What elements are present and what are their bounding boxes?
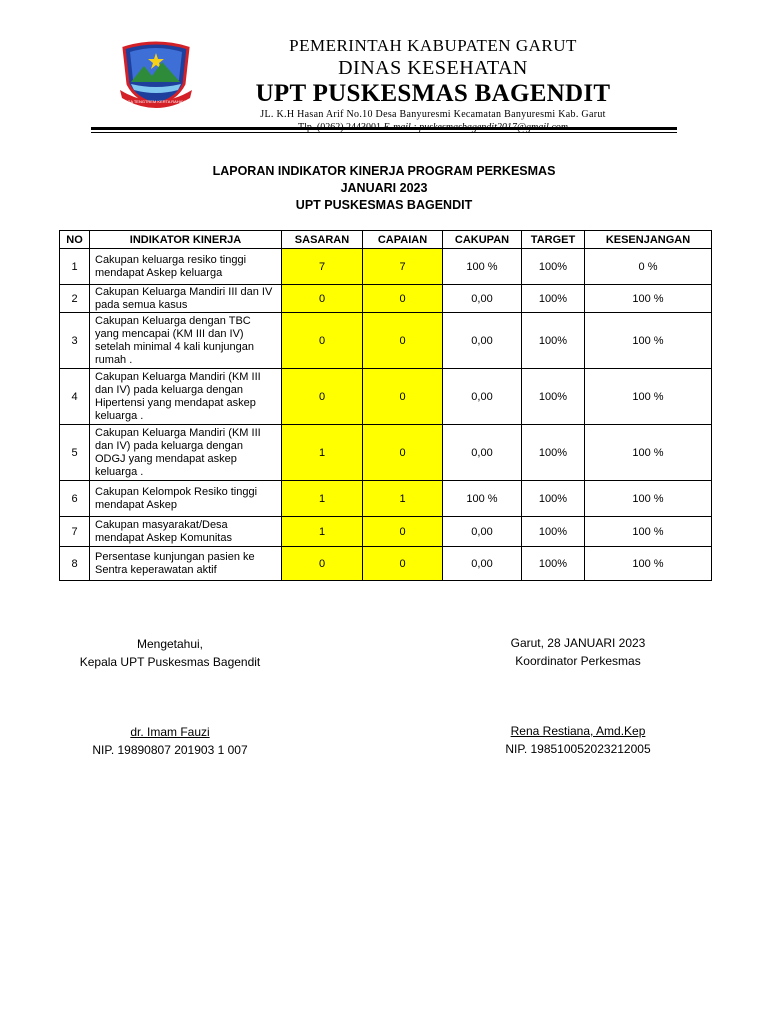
cell-indikator: Cakupan Keluarga Mandiri (KM III dan IV) pada keluarga dengan ODGJ yang mendapat askep keluarga . [90,425,282,481]
cell-sasaran: 0 [282,285,363,313]
letterhead-rule-thick [91,127,677,130]
sig-left-namebox [60,723,280,759]
letterhead [0,0,768,140]
table-row [60,369,712,425]
cell-sasaran: 1 [282,425,363,481]
report-unit: UPT PUSKESMAS BAGENDIT [295,198,473,212]
cell-kesenjangan: 100 % [585,285,712,313]
table-row [60,313,712,369]
sig-right-line1: Garut, 28 JANUARI 2023 [510,636,646,650]
cell-target: 100% [522,369,585,425]
header-indikator: INDIKATOR KINERJA [90,231,282,249]
cell-sasaran: 1 [282,481,363,517]
sig-right-line2: Koordinator Perkesmas [515,654,641,668]
cell-kesenjangan: 100 % [585,517,712,547]
sig-right-nip: NIP. 198510052023212005 [505,742,651,756]
header-no: NO [60,231,90,249]
letterhead-rule-thin [91,132,677,133]
signature-left [60,635,280,757]
table-row [60,547,712,581]
cell-cakupan: 0,00 [443,517,522,547]
cell-capaian: 0 [363,547,443,581]
cell-no: 8 [60,547,90,581]
government-name: PEMERINTAH KABUPATEN GARUT [289,36,577,55]
performance-table [59,230,712,581]
cell-kesenjangan: 100 % [585,425,712,481]
cell-sasaran: 0 [282,547,363,581]
header-kesenjangan: KESENJANGAN [585,231,712,249]
report-period: JANUARI 2023 [340,181,428,195]
cell-target: 100% [522,481,585,517]
cell-indikator: Persentase kunjungan pasien ke Sentra keperawatan aktif [90,547,282,581]
sig-left-nip: NIP. 19890807 201903 1 007 [92,743,248,757]
table-row [60,285,712,313]
sig-left-line1: Mengetahui, [136,637,204,651]
cell-indikator: Cakupan Keluarga dengan TBC yang mencapai (KM III dan IV) setelah minimal 4 kali kunjungan rumah . [90,313,282,369]
agency-name: DINAS KESEHATAN [338,57,528,79]
sig-left-line2: Kepala UPT Puskesmas Bagendit [79,655,261,669]
sig-left-name: dr. Imam Fauzi [130,725,210,739]
logo-motto: NGA TENGTREM KERTA RAHAYU [124,99,188,104]
address: JL. K.H Hasan Arif No.10 Desa Banyuresmi Kecamatan Banyuresmi Kab. Garut [260,109,606,120]
cell-capaian: 7 [363,249,443,285]
cell-target: 100% [522,313,585,369]
cell-capaian: 0 [363,425,443,481]
cell-cakupan: 0,00 [443,285,522,313]
header-sasaran: SASARAN [282,231,363,249]
cell-sasaran: 0 [282,313,363,369]
cell-indikator: Cakupan keluarga resiko tinggi mendapat Askep keluarga [90,249,282,285]
garut-regency-logo [118,40,194,112]
cell-indikator: Cakupan masyarakat/Desa mendapat Askep Komunitas [90,517,282,547]
cell-target: 100% [522,249,585,285]
cell-kesenjangan: 100 % [585,369,712,425]
sig-right-namebox [478,722,678,758]
cell-capaian: 0 [363,369,443,425]
cell-target: 100% [522,547,585,581]
cell-cakupan: 0,00 [443,369,522,425]
cell-no: 7 [60,517,90,547]
header-capaian: CAPAIAN [363,231,443,249]
cell-capaian: 0 [363,285,443,313]
cell-no: 5 [60,425,90,481]
unit-name: UPT PUSKESMAS BAGENDIT [255,80,611,107]
cell-capaian: 0 [363,517,443,547]
cell-indikator: Cakupan Kelompok Resiko tinggi mendapat Askep [90,481,282,517]
cell-kesenjangan: 100 % [585,547,712,581]
cell-kesenjangan: 100 % [585,481,712,517]
cell-cakupan: 0,00 [443,547,522,581]
letterhead-text [200,36,666,134]
cell-sasaran: 7 [282,249,363,285]
cell-cakupan: 100 % [443,249,522,285]
table-header-row [60,231,712,249]
cell-no: 2 [60,285,90,313]
report-title-block [0,163,768,214]
cell-indikator: Cakupan Keluarga Mandiri III dan IV pada semua kasus [90,285,282,313]
cell-target: 100% [522,517,585,547]
sig-right-name: Rena Restiana, Amd.Kep [510,724,646,738]
cell-no: 4 [60,369,90,425]
cell-cakupan: 100 % [443,481,522,517]
cell-sasaran: 0 [282,369,363,425]
cell-kesenjangan: 0 % [585,249,712,285]
cell-target: 100% [522,425,585,481]
cell-capaian: 0 [363,313,443,369]
table-row [60,481,712,517]
signature-right [478,634,678,756]
header-target: TARGET [522,231,585,249]
cell-no: 3 [60,313,90,369]
cell-no: 6 [60,481,90,517]
cell-no: 1 [60,249,90,285]
table-row [60,425,712,481]
table-row [60,517,712,547]
cell-sasaran: 1 [282,517,363,547]
cell-target: 100% [522,285,585,313]
cell-cakupan: 0,00 [443,425,522,481]
header-cakupan: CAKUPAN [443,231,522,249]
cell-cakupan: 0,00 [443,313,522,369]
cell-kesenjangan: 100 % [585,313,712,369]
cell-indikator: Cakupan Keluarga Mandiri (KM III dan IV) pada keluarga dengan Hipertensi yang mendapat askep keluarga . [90,369,282,425]
cell-capaian: 1 [363,481,443,517]
report-title: LAPORAN INDIKATOR KINERJA PROGRAM PERKESMAS [212,164,556,178]
table-row [60,249,712,285]
